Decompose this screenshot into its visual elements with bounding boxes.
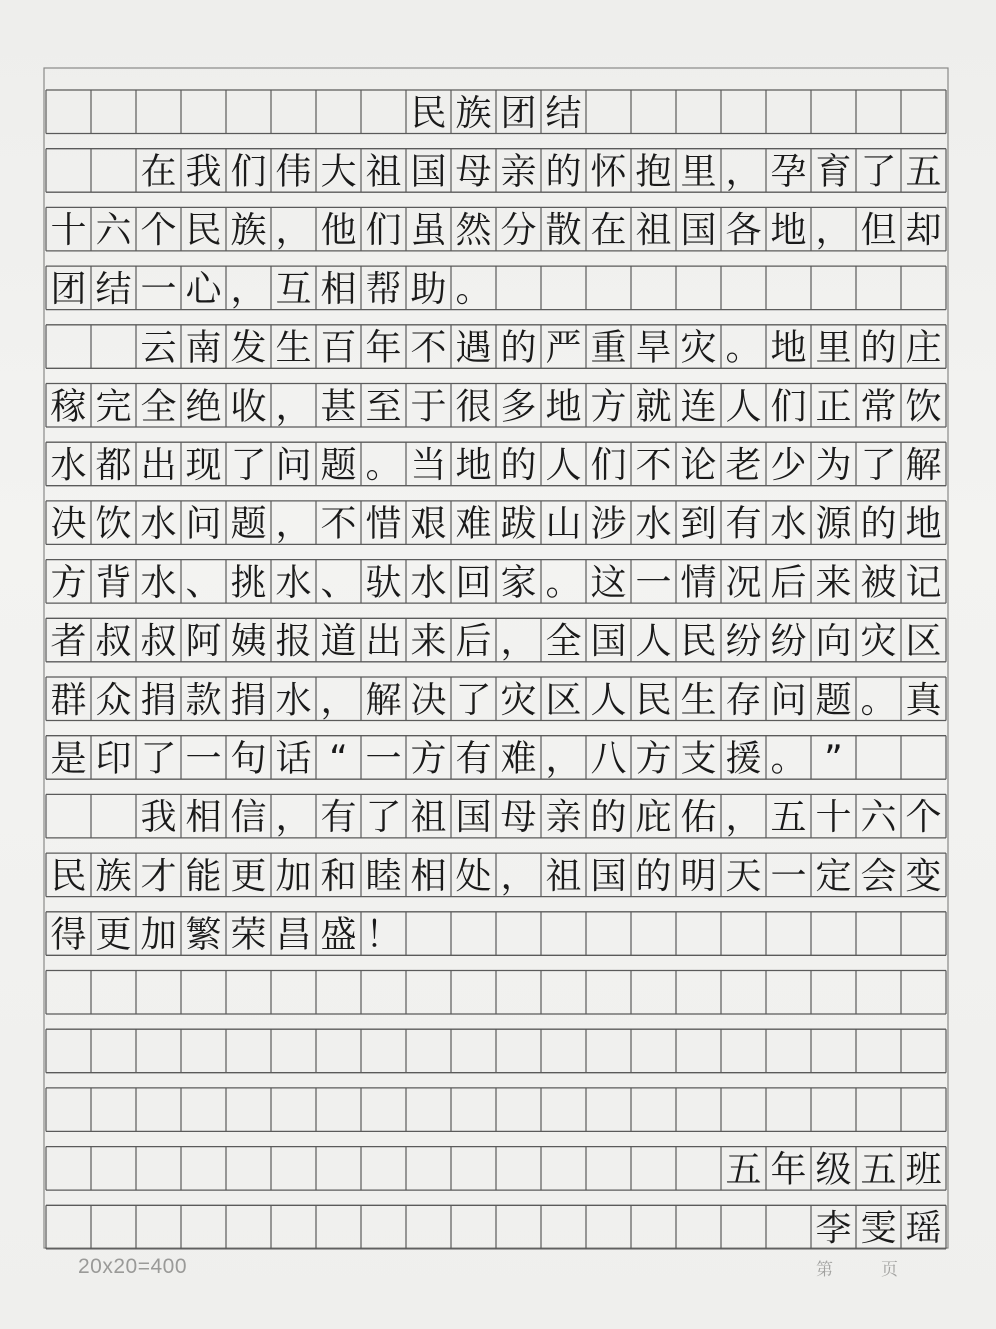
- essay-char: 众: [95, 679, 132, 721]
- essay-char: 有: [455, 738, 492, 780]
- essay-char: 有: [725, 503, 762, 545]
- essay-char: 家: [500, 562, 537, 604]
- grid-row: [46, 1029, 946, 1073]
- essay-char: 的: [635, 855, 672, 897]
- essay-char: 。: [365, 444, 402, 486]
- essay-char: 印: [95, 738, 132, 780]
- essay-char: 问: [275, 444, 312, 486]
- essay-char: 了: [140, 738, 177, 780]
- essay-char: 后: [770, 562, 807, 604]
- essay-char: 然: [455, 210, 492, 252]
- essay-char: 背: [95, 562, 132, 604]
- essay-char: 情: [680, 562, 717, 604]
- author-char: 李: [815, 1208, 852, 1250]
- essay-char: 祖: [545, 855, 582, 897]
- essay-char: 解: [365, 679, 402, 721]
- essay-char: 不: [320, 503, 357, 545]
- title-char: 民: [410, 92, 447, 134]
- essay-char: 了: [860, 151, 897, 193]
- class-name-char: 年: [770, 1149, 807, 1191]
- essay-char: 们: [770, 386, 807, 428]
- essay-char: 结: [95, 268, 132, 310]
- essay-char: 族: [95, 855, 132, 897]
- essay-char: 于: [410, 386, 447, 428]
- essay-char: 完: [95, 386, 132, 428]
- essay-char: 人: [590, 679, 627, 721]
- essay-char: 稼: [50, 386, 87, 428]
- essay-char: ，: [230, 268, 267, 310]
- essay-char: 一: [635, 562, 672, 604]
- essay-char: 。: [725, 327, 762, 369]
- essay-char: 能: [185, 855, 222, 897]
- essay-char: 地: [770, 327, 807, 369]
- essay-char: ，: [725, 151, 762, 193]
- essay-char: 出: [365, 621, 402, 663]
- essay-char: 加: [140, 914, 177, 956]
- essay-char: 援: [725, 738, 762, 780]
- essay-char: 都: [95, 444, 132, 486]
- essay-char: 这: [590, 562, 627, 604]
- grid-row: [46, 560, 946, 604]
- essay-char: 但: [860, 210, 897, 252]
- essay-char: 里: [680, 151, 717, 193]
- essay-char: 难: [500, 738, 537, 780]
- essay-char: 至: [365, 386, 402, 428]
- essay-char: 人: [725, 386, 762, 428]
- essay-char: 真: [905, 679, 942, 721]
- essay-char: 支: [680, 738, 717, 780]
- page-label-right: 页: [881, 1260, 898, 1280]
- essay-char: 定: [815, 855, 852, 897]
- essay-char: 甚: [320, 386, 357, 428]
- page-label-left: 第: [816, 1260, 833, 1280]
- essay-char: 旱: [635, 327, 672, 369]
- essay-char: 是: [50, 738, 87, 780]
- grid-row: [46, 971, 946, 1015]
- essay-char: 心: [185, 268, 222, 310]
- author-char: 瑶: [905, 1208, 942, 1250]
- essay-char: 云: [140, 327, 177, 369]
- essay-char: 少: [770, 444, 807, 486]
- essay-char: 群: [50, 679, 87, 721]
- grid-spec-label: 20x20=400: [78, 1255, 188, 1278]
- essay-char: 方: [635, 738, 672, 780]
- essay-char: 阿: [185, 621, 222, 663]
- essay-char: 水: [635, 503, 672, 545]
- grid-row: [46, 677, 946, 721]
- essay-char: 相: [410, 855, 447, 897]
- essay-char: ，: [815, 210, 852, 252]
- essay-char: 多: [500, 386, 537, 428]
- grid-row: [46, 149, 946, 193]
- essay-char: 会: [860, 855, 897, 897]
- essay-char: 后: [455, 621, 492, 663]
- essay-char: 款: [185, 679, 222, 721]
- essay-char: 五: [770, 797, 807, 839]
- essay-char: 天: [725, 855, 762, 897]
- essay-char: 十: [50, 210, 87, 252]
- essay-char: 相: [320, 268, 357, 310]
- essay-char: 南: [185, 327, 222, 369]
- essay-char: 被: [860, 562, 897, 604]
- essay-char: 山: [545, 503, 582, 545]
- essay-char: 纷: [770, 621, 807, 663]
- essay-char: 虽: [410, 210, 447, 252]
- essay-char: ，: [275, 210, 312, 252]
- essay-char: 出: [140, 444, 177, 486]
- essay-char: 方: [50, 562, 87, 604]
- essay-char: 问: [770, 679, 807, 721]
- essay-char: 句: [230, 738, 267, 780]
- essay-char: 分: [500, 210, 537, 252]
- essay-char: 荣: [230, 914, 267, 956]
- essay-char: 的: [860, 327, 897, 369]
- grid-row: [46, 266, 946, 310]
- essay-char: 区: [545, 679, 582, 721]
- essay-char: 水: [410, 562, 447, 604]
- essay-char: 题: [815, 679, 852, 721]
- essay-char: 。: [860, 679, 897, 721]
- class-name-char: 五: [860, 1149, 897, 1191]
- grid-row: [46, 1205, 946, 1249]
- essay-char: 一: [185, 738, 222, 780]
- essay-char: 的: [500, 327, 537, 369]
- title-char: 族: [455, 92, 492, 134]
- class-name-char: 班: [905, 1149, 942, 1191]
- grid-row: [46, 794, 946, 838]
- essay-char: 水: [140, 562, 177, 604]
- essay-char: 佑: [680, 797, 717, 839]
- essay-char: ，: [320, 679, 357, 721]
- essay-char: 了: [455, 679, 492, 721]
- essay-char: 个: [905, 797, 942, 839]
- essay-char: 来: [410, 621, 447, 663]
- essay-char: ”: [824, 738, 843, 780]
- essay-char: 民: [680, 621, 717, 663]
- grid-row: [46, 325, 946, 369]
- essay-char: 灾: [680, 327, 717, 369]
- essay-char: 们: [365, 210, 402, 252]
- essay-char: 决: [410, 679, 447, 721]
- essay-char: 叔: [95, 621, 132, 663]
- essay-char: 。: [455, 268, 492, 310]
- essay-char: 饮: [905, 386, 942, 428]
- essay-char: 更: [230, 855, 267, 897]
- essay-char: 我: [185, 151, 222, 193]
- essay-char: 水: [770, 503, 807, 545]
- essay-char: 庄: [905, 327, 942, 369]
- essay-char: 收: [230, 386, 267, 428]
- essay-char: 解: [905, 444, 942, 486]
- essay-char: 我: [140, 797, 177, 839]
- essay-char: 方: [590, 386, 627, 428]
- essay-char: 八: [590, 738, 627, 780]
- essay-char: 百: [320, 327, 357, 369]
- essay-char: 母: [455, 151, 492, 193]
- essay-char: 十: [815, 797, 852, 839]
- essay-char: 纷: [725, 621, 762, 663]
- essay-char: 连: [680, 386, 717, 428]
- essay-char: 常: [860, 386, 897, 428]
- essay-char: 水: [275, 562, 312, 604]
- essay-char: ！: [365, 914, 402, 956]
- essay-char: 的: [590, 797, 627, 839]
- essay-char: 现: [185, 444, 222, 486]
- essay-char: 全: [545, 621, 582, 663]
- essay-char: 加: [275, 855, 312, 897]
- essay-char: 伟: [275, 151, 312, 193]
- essay-char: 绝: [185, 386, 222, 428]
- essay-char: 民: [185, 210, 222, 252]
- author-char: 雯: [860, 1208, 897, 1250]
- essay-char: 很: [455, 386, 492, 428]
- essay-char: 民: [50, 855, 87, 897]
- essay-char: 回: [455, 562, 492, 604]
- essay-char: 。: [545, 562, 582, 604]
- essay-char: 六: [860, 797, 897, 839]
- essay-char: 祖: [635, 210, 672, 252]
- essay-char: 题: [230, 503, 267, 545]
- essay-char: 祖: [410, 797, 447, 839]
- essay-char: 涉: [590, 503, 627, 545]
- essay-char: 的: [860, 503, 897, 545]
- essay-char: 人: [545, 444, 582, 486]
- essay-char: 更: [95, 914, 132, 956]
- essay-char: 捐: [230, 679, 267, 721]
- essay-char: 者: [50, 621, 87, 663]
- essay-char: 方: [410, 738, 447, 780]
- essay-char: 、: [320, 562, 357, 604]
- essay-char: 题: [320, 444, 357, 486]
- essay-char: ，: [500, 855, 537, 897]
- essay-char: 叔: [140, 621, 177, 663]
- essay-char: 和: [320, 855, 357, 897]
- essay-char: ，: [275, 386, 312, 428]
- essay-char: 国: [680, 210, 717, 252]
- essay-char: 地: [770, 210, 807, 252]
- essay-char: 在: [590, 210, 627, 252]
- essay-char: ，: [725, 797, 762, 839]
- essay-char: 。: [770, 738, 807, 780]
- essay-char: 盛: [320, 914, 357, 956]
- essay-char: 个: [140, 210, 177, 252]
- grid-row: [46, 1088, 946, 1132]
- essay-char: 得: [50, 914, 87, 956]
- grid-row: [46, 618, 946, 662]
- essay-char: 处: [455, 855, 492, 897]
- essay-char: 报: [275, 621, 312, 663]
- essay-char: 、: [185, 562, 222, 604]
- essay-char: 捐: [140, 679, 177, 721]
- essay-char: 发: [230, 327, 267, 369]
- essay-char: 挑: [230, 562, 267, 604]
- essay-char: 才: [140, 855, 177, 897]
- essay-char: 决: [50, 503, 87, 545]
- essay-char: 六: [95, 210, 132, 252]
- essay-char: 论: [680, 444, 717, 486]
- essay-char: 水: [140, 503, 177, 545]
- essay-char: 庇: [635, 797, 672, 839]
- essay-char: 各: [725, 210, 762, 252]
- essay-char: 国: [455, 797, 492, 839]
- grid-row: [46, 442, 946, 486]
- essay-char: 一: [770, 855, 807, 897]
- essay-char: 的: [500, 444, 537, 486]
- essay-char: 怀: [590, 151, 627, 193]
- essay-char: 明: [680, 855, 717, 897]
- essay-char: 五: [905, 151, 942, 193]
- essay-char: 记: [905, 562, 942, 604]
- essay-char: 团: [50, 268, 87, 310]
- essay-char: 们: [230, 151, 267, 193]
- essay-char: 了: [230, 444, 267, 486]
- essay-char: 就: [635, 386, 672, 428]
- essay-char: 他: [320, 210, 357, 252]
- grid-row: [46, 1147, 946, 1191]
- essay-char: 地: [545, 386, 582, 428]
- essay-char: 里: [815, 327, 852, 369]
- essay-char: 艰: [410, 503, 447, 545]
- essay-char: “: [329, 738, 348, 780]
- essay-char: 惜: [365, 503, 402, 545]
- essay-char: 祖: [365, 151, 402, 193]
- page-number-label: [816, 1255, 898, 1280]
- essay-char: 当: [410, 444, 447, 486]
- essay-char: 母: [500, 797, 537, 839]
- essay-char: 话: [275, 738, 312, 780]
- essay-char: 的: [545, 151, 582, 193]
- essay-char: 在: [140, 151, 177, 193]
- essay-char: 生: [275, 327, 312, 369]
- essay-char: 姨: [230, 621, 267, 663]
- essay-char: 问: [185, 503, 222, 545]
- essay-char: 水: [275, 679, 312, 721]
- essay-char: 人: [635, 621, 672, 663]
- grid-row: [46, 736, 946, 780]
- essay-char: 睦: [365, 855, 402, 897]
- essay-char: 亲: [545, 797, 582, 839]
- essay-char: 帮: [365, 268, 402, 310]
- essay-char: 年: [365, 327, 402, 369]
- essay-char: 遇: [455, 327, 492, 369]
- essay-char: ，: [545, 738, 582, 780]
- essay-char: 不: [635, 444, 672, 486]
- essay-char: 信: [230, 797, 267, 839]
- essay-char: 老: [725, 444, 762, 486]
- essay-char: 相: [185, 797, 222, 839]
- essay-char: 源: [815, 503, 852, 545]
- essay-char: 们: [590, 444, 627, 486]
- essay-char: 大: [320, 151, 357, 193]
- title-char: 结: [545, 92, 582, 134]
- essay-char: 散: [545, 210, 582, 252]
- essay-char: ，: [275, 503, 312, 545]
- essay-char: 育: [815, 151, 852, 193]
- grid-row: [46, 384, 946, 428]
- essay-char: ，: [275, 797, 312, 839]
- essay-char: 一: [365, 738, 402, 780]
- essay-char: 重: [590, 327, 627, 369]
- essay-char: 况: [725, 562, 762, 604]
- essay-char: 地: [905, 503, 942, 545]
- grid-row: [46, 853, 946, 897]
- essay-char: 生: [680, 679, 717, 721]
- class-name-char: 级: [815, 1149, 852, 1191]
- essay-char: 繁: [185, 914, 222, 956]
- essay-char: 国: [590, 621, 627, 663]
- essay-char: 区: [905, 621, 942, 663]
- essay-char: 助: [410, 268, 447, 310]
- essay-char: 灾: [500, 679, 537, 721]
- essay-char: 跋: [500, 503, 537, 545]
- essay-char: 严: [545, 327, 582, 369]
- essay-char: 族: [230, 210, 267, 252]
- essay-char: 全: [140, 386, 177, 428]
- essay-char: 却: [905, 210, 942, 252]
- essay-char: 到: [680, 503, 717, 545]
- essay-char: 一: [140, 268, 177, 310]
- essay-char: 互: [275, 268, 312, 310]
- essay-char: 饮: [95, 503, 132, 545]
- essay-char: 地: [455, 444, 492, 486]
- essay-char: 民: [635, 679, 672, 721]
- essay-char: 了: [365, 797, 402, 839]
- essay-char: 昌: [275, 914, 312, 956]
- essay-char: 道: [320, 621, 357, 663]
- essay-char: 国: [590, 855, 627, 897]
- grid-row: [46, 90, 946, 134]
- essay-char: 为: [815, 444, 852, 486]
- essay-char: 抱: [635, 151, 672, 193]
- grid-row: [46, 501, 946, 545]
- essay-char: 驮: [365, 562, 402, 604]
- essay-char: 有: [320, 797, 357, 839]
- essay-char: 正: [815, 386, 852, 428]
- essay-char: 存: [725, 679, 762, 721]
- essay-char: ，: [500, 621, 537, 663]
- essay-char: 向: [815, 621, 852, 663]
- essay-char: 国: [410, 151, 447, 193]
- essay-char: 了: [860, 444, 897, 486]
- essay-char: 灾: [860, 621, 897, 663]
- essay-char: 变: [905, 855, 942, 897]
- essay-char: 难: [455, 503, 492, 545]
- essay-char: 水: [50, 444, 87, 486]
- essay-char: 亲: [500, 151, 537, 193]
- title-char: 团: [500, 92, 537, 134]
- grid-row: [46, 912, 946, 956]
- class-name-char: 五: [725, 1149, 762, 1191]
- essay-char: 不: [410, 327, 447, 369]
- grid-row: [46, 207, 946, 251]
- essay-char: 孕: [770, 151, 807, 193]
- essay-char: 来: [815, 562, 852, 604]
